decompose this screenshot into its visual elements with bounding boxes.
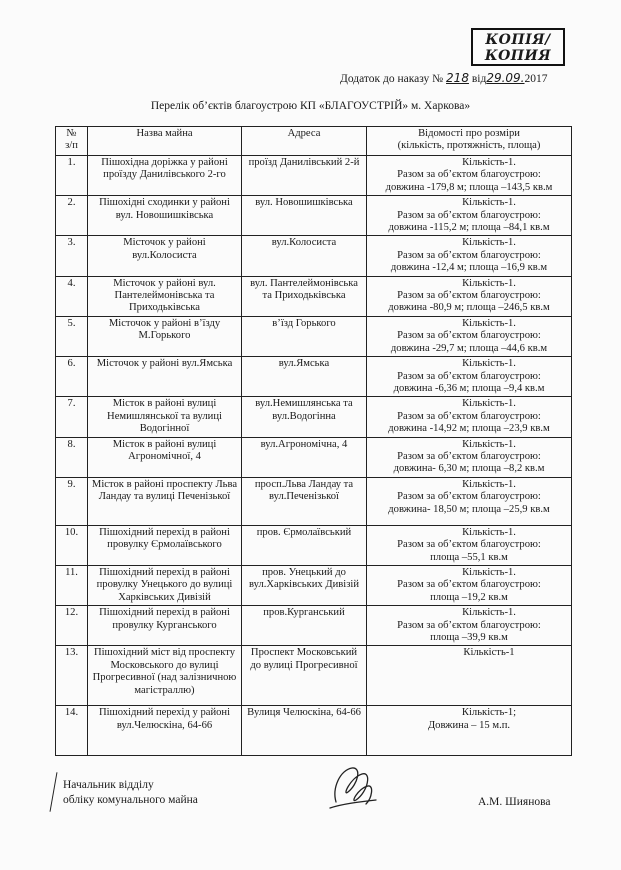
row-number: 2. xyxy=(56,196,88,236)
row-object-name: Місточок у районі вул. Пантелеймонівська та Приходьківська xyxy=(88,276,242,316)
row-address: Проспект Московський до вулиці Прогресивної xyxy=(242,646,367,706)
table-row xyxy=(56,156,572,196)
row-object-name: Місток в районі проспекту Льва Ландау та вулиці Печенізької xyxy=(88,477,242,525)
size-detail: Разом за об’єктом благоустрою: xyxy=(397,410,541,422)
size-detail: Разом за об’єктом благоустрою: xyxy=(397,539,541,551)
row-address: вул.Немишлянська та вул.Водогінна xyxy=(242,397,367,437)
row-size-info xyxy=(367,276,572,316)
size-detail: довжина -115,2 м; площа –84,1 кв.м xyxy=(388,222,550,234)
table-row xyxy=(56,397,572,437)
row-size-info xyxy=(367,706,572,756)
row-number: 4. xyxy=(56,276,88,316)
row-object-name: Місточок у районі вул.Ямська xyxy=(88,357,242,397)
row-address: вул.Агрономічна, 4 xyxy=(242,437,367,477)
size-quantity: Кількість-1. xyxy=(462,317,516,329)
row-size-info xyxy=(367,156,572,196)
row-number: 13. xyxy=(56,646,88,706)
size-detail: довжина -6,36 м; площа –9,4 кв.м xyxy=(393,382,545,394)
row-object-name: Пішохідний перехід в районі провулку Єрмолаївського xyxy=(88,525,242,565)
size-quantity: Кількість-1. xyxy=(462,277,516,289)
row-object-name: Пішохідна доріжка у районі проїзду Данилівського 2-го xyxy=(88,156,242,196)
size-detail: Разом за об’єктом благоустрою: xyxy=(397,209,541,221)
header-number-line1: № xyxy=(66,128,77,139)
row-address: вул.Ямська xyxy=(242,357,367,397)
row-number: 1. xyxy=(56,156,88,196)
row-address: вул. Пантелеймонівська та Приходьківська xyxy=(242,276,367,316)
table-row xyxy=(56,706,572,756)
document-title: Перелік об’єктів благоустрою КП «БЛАГОУСТРІЙ» м. Харкова» xyxy=(150,100,471,112)
size-detail: Разом за об’єктом благоустрою: xyxy=(397,579,541,591)
row-address: пров.Курганський xyxy=(242,606,367,646)
size-quantity: Кількість-1. xyxy=(462,566,516,578)
order-date: 29.09. xyxy=(486,71,525,85)
row-object-name: Місточок у районі в’їзду М.Горького xyxy=(88,316,242,356)
size-quantity: Кількість-1. xyxy=(462,197,516,209)
stamp-line-2: КОПИЯ xyxy=(484,48,552,64)
position-line-1: Начальник відділу xyxy=(63,779,154,791)
copy-stamp xyxy=(471,28,565,66)
size-quantity: Кількість-1. xyxy=(462,358,516,370)
size-detail: довжина -14,92 м; площа –23,9 кв.м xyxy=(388,423,550,435)
size-quantity: Кількість-1. xyxy=(462,526,516,538)
row-object-name: Пішохідний перехід в районі провулку Унецького до вулиці Харківських Дивізій xyxy=(88,565,242,605)
row-size-info xyxy=(367,236,572,276)
table-row xyxy=(56,196,572,236)
order-number: 218 xyxy=(446,71,469,85)
row-number: 14. xyxy=(56,706,88,756)
row-object-name: Місток в районі вулиці Немишлянської та вулиці Водогінної xyxy=(88,397,242,437)
row-address: проїзд Данилівський 2-й xyxy=(242,156,367,196)
row-address: Вулиця Челюскіна, 64-66 xyxy=(242,706,367,756)
size-detail: довжина- 18,50 м; площа –25,9 кв.м xyxy=(388,503,550,515)
table-row xyxy=(56,276,572,316)
row-address: вул.Колосиста xyxy=(242,236,367,276)
row-size-info xyxy=(367,437,572,477)
row-object-name: Місток в районі вулиці Агрономічної, 4 xyxy=(88,437,242,477)
row-address: в’їзд Горького xyxy=(242,316,367,356)
table-row xyxy=(56,606,572,646)
row-size-info xyxy=(367,357,572,397)
row-address: вул. Новошишківська xyxy=(242,196,367,236)
position-line-2: обліку комунального майна xyxy=(63,794,198,806)
size-detail: площа –19,2 кв.м xyxy=(430,591,508,603)
header-size-line1: Відомості про розміри xyxy=(418,128,520,139)
size-quantity: Кількість-1; xyxy=(461,707,517,719)
header-number xyxy=(56,127,88,156)
size-detail: Разом за об’єктом благоустрою: xyxy=(397,619,541,631)
size-detail: довжина -179,8 м; площа –143,5 кв.м xyxy=(385,181,553,193)
row-size-info xyxy=(367,477,572,525)
row-size-info xyxy=(367,646,572,706)
order-year: 2017 xyxy=(524,73,548,85)
appendix-prefix: Додаток до наказу № xyxy=(340,73,444,85)
row-number: 8. xyxy=(56,437,88,477)
row-address: пров. Унецький до вул.Харківських Дивізій xyxy=(242,565,367,605)
row-object-name: Пішохідний міст від проспекту Московського до вулиці Прогресивної (над залізничною магістраллю) xyxy=(88,646,242,706)
row-size-info xyxy=(367,606,572,646)
row-object-name: Пішохідний перехід в районі провулку Курганського xyxy=(88,606,242,646)
handwritten-signature xyxy=(322,758,382,816)
table-row xyxy=(56,477,572,525)
header-size xyxy=(367,127,572,156)
row-number: 3. xyxy=(56,236,88,276)
size-quantity: Кількість-1. xyxy=(462,607,516,619)
size-quantity: Кількість-1 xyxy=(463,647,515,659)
table-row xyxy=(56,437,572,477)
table-header-row xyxy=(56,127,572,156)
row-size-info xyxy=(367,196,572,236)
table-row xyxy=(56,236,572,276)
size-quantity: Кількість-1. xyxy=(462,237,516,249)
table-row xyxy=(56,646,572,706)
row-number: 11. xyxy=(56,565,88,605)
row-size-info xyxy=(367,565,572,605)
size-detail: площа –55,1 кв.м xyxy=(430,551,508,563)
size-quantity: Кількість-1. xyxy=(462,478,516,490)
size-detail: Разом за об’єктом благоустрою: xyxy=(397,249,541,261)
row-size-info xyxy=(367,316,572,356)
table-row xyxy=(56,525,572,565)
row-number: 10. xyxy=(56,525,88,565)
header-size-line2: (кількість, протяжність, площа) xyxy=(397,140,541,152)
row-address: просп.Льва Ландау та вул.Печенізької xyxy=(242,477,367,525)
header-number-line2: з/п xyxy=(65,140,78,152)
row-number: 7. xyxy=(56,397,88,437)
size-detail: Разом за об’єктом благоустрою: xyxy=(397,330,541,342)
signer-name: А.М. Шиянова xyxy=(478,796,551,808)
row-number: 6. xyxy=(56,357,88,397)
table-row xyxy=(56,316,572,356)
header-address: Адреса xyxy=(242,127,367,156)
header-name: Назва майна xyxy=(88,127,242,156)
row-number: 12. xyxy=(56,606,88,646)
appendix-reference xyxy=(340,71,590,85)
size-detail: Разом за об’єктом благоустрою: xyxy=(397,290,541,302)
row-object-name: Місточок у районі вул.Колосиста xyxy=(88,236,242,276)
table-row xyxy=(56,565,572,605)
size-detail: площа –39,9 кв.м xyxy=(430,632,508,643)
row-object-name: Пішохідний перехід у районі вул.Челюскіна, 64-66 xyxy=(88,706,242,756)
size-detail: Довжина – 15 м.п. xyxy=(427,719,511,731)
appendix-mid: від xyxy=(471,73,487,85)
row-size-info xyxy=(367,525,572,565)
row-number: 5. xyxy=(56,316,88,356)
size-detail: Разом за об’єктом благоустрою: xyxy=(397,491,541,503)
row-object-name: Пішохідні сходинки у районі вул. Новошишківська xyxy=(88,196,242,236)
stamp-line-1: КОПІЯ/ xyxy=(485,32,551,48)
size-detail: Разом за об’єктом благоустрою: xyxy=(397,450,541,462)
size-quantity: Кількість-1. xyxy=(462,157,516,168)
row-number: 9. xyxy=(56,477,88,525)
size-detail: довжина -29,7 м; площа –44,6 кв.м xyxy=(390,342,548,354)
size-quantity: Кількість-1. xyxy=(462,398,516,410)
size-detail: Разом за об’єктом благоустрою: xyxy=(397,370,541,382)
size-detail: довжина- 6,30 м; площа –8,2 кв.м xyxy=(393,463,545,475)
row-address: пров. Єрмолаївський xyxy=(242,525,367,565)
size-detail: Разом за об’єктом благоустрою: xyxy=(397,169,541,181)
objects-table xyxy=(55,126,572,756)
footer-slash-mark xyxy=(50,772,58,812)
table-row xyxy=(56,357,572,397)
size-detail: довжина -80,9 м; площа –246,5 кв.м xyxy=(388,302,550,314)
row-size-info xyxy=(367,397,572,437)
size-quantity: Кількість-1. xyxy=(462,438,516,450)
size-detail: довжина -12,4 м; площа –16,9 кв.м xyxy=(390,262,548,274)
signatory-position xyxy=(63,778,198,808)
